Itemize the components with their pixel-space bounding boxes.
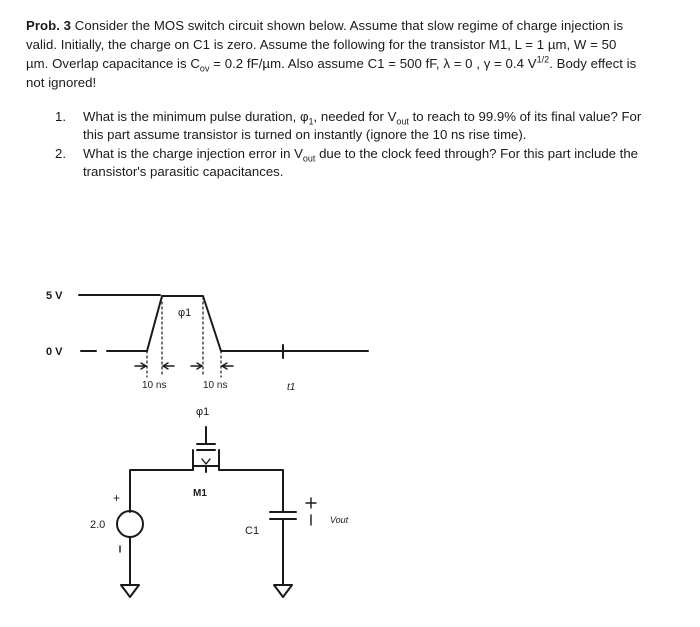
capacitor-label: C1 — [245, 525, 260, 537]
fall-time-label: 10 ns — [203, 380, 228, 391]
transistor-label: M1 — [193, 488, 207, 499]
question-list — [55, 108, 685, 182]
circuit-diagram — [0, 270, 700, 627]
source-plus: + — [113, 491, 121, 505]
problem-line-1: Prob. 3 Consider the MOS switch circuit shown below. Assume that slow regime of charge injection is — [26, 18, 624, 33]
rise-time-label: 10 ns — [142, 380, 167, 391]
t1-label: t1 — [287, 382, 296, 393]
v-high-label: 5 V — [46, 290, 63, 302]
question-2: 2. What is the charge injection error in $V_{out}$ due to the clock feed through? For this part include the transistor's parasitic capacitances. — [55, 146, 638, 179]
v-low-label: 0 V — [46, 346, 63, 358]
gate-phi-label: φ1 — [196, 406, 210, 418]
question-1: 1. What is the minimum pulse duration, $\varphi_1$, needed for $V_{out}$ to reach to 99.9% of its final value? For this part assume transistor is turned on instantly (ignore the 10 ns rise time). — [55, 109, 642, 142]
problem-label: Prob. 3 — [26, 18, 72, 33]
problem-line-4: not ignored! — [26, 75, 97, 90]
problem-statement — [26, 16, 676, 92]
source-value-label: 2.0 — [90, 519, 106, 531]
vout-label: Vout — [330, 515, 349, 525]
problem-line-3: µm. Overlap capacitance is $C_{ov} = 0.2$ fF/µm. Also assume C1 = 500 fF, λ = 0 , γ = 0.4 $V^{1/2}$. Body effect is — [26, 54, 637, 74]
pulse-phi-label: φ1 — [178, 307, 192, 319]
problem-line-2: valid. Initially, the charge on C1 is zero. Assume the following for the transistor M1, L = 1 µm, W = 50 — [26, 37, 617, 52]
clock-pulse-waveform — [107, 296, 368, 351]
